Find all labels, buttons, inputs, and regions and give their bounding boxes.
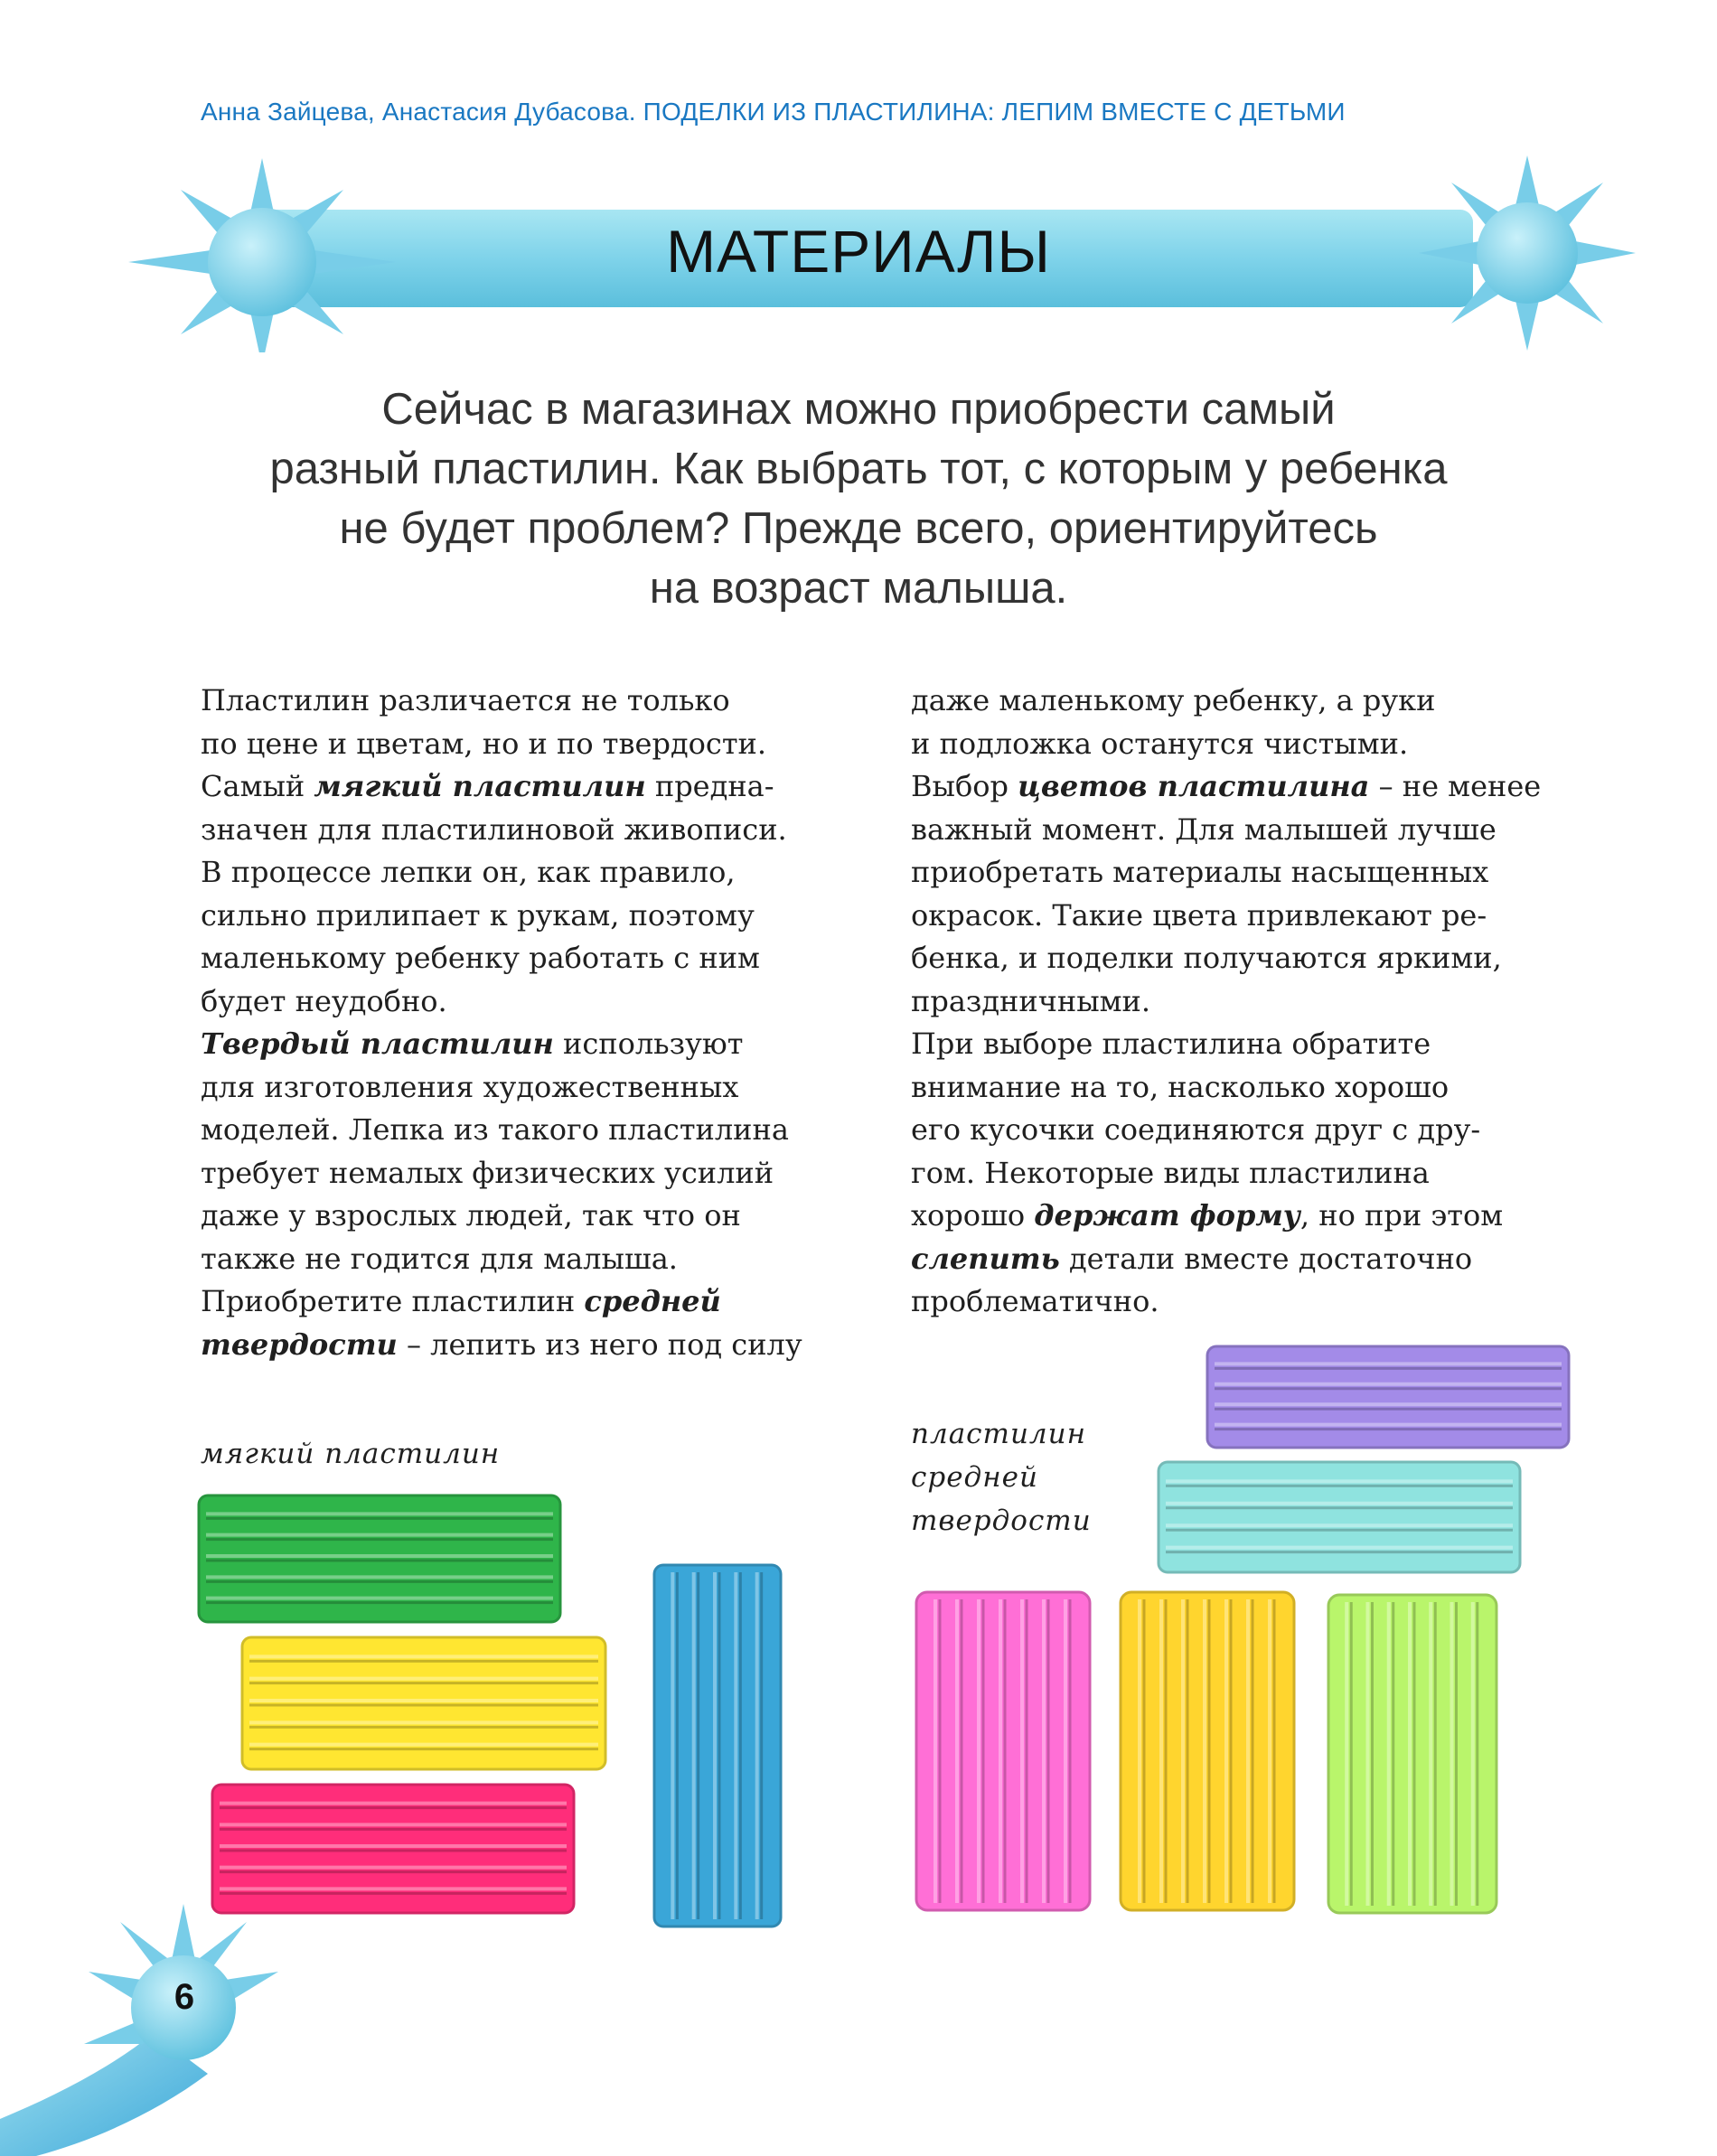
text-line: требует немалых физических усилий (201, 1155, 774, 1190)
text-line: будет неудобно. (201, 983, 447, 1018)
text-line: В процессе лепки он, как правило, (201, 855, 736, 889)
text-line: праздничными. (911, 983, 1151, 1018)
text-line: внимание на то, насколько хорошо (911, 1069, 1450, 1104)
lead-line: на возраст малыша. (649, 564, 1068, 613)
text-run: – лепить из него под силу (397, 1326, 802, 1362)
lead-line: не будет проблем? Прежде всего, ориентируйтесь (339, 504, 1378, 553)
lead-line: Сейчас в магазинах можно приобрести самый (381, 385, 1336, 434)
caption-soft-plasticine: мягкий пластилин (201, 1438, 501, 1470)
clay-bar-yellow (242, 1637, 605, 1769)
clay-bar-purple (1207, 1346, 1569, 1448)
text-line: даже маленькому ребенку, а руки (911, 683, 1436, 717)
text-run: Выбор (911, 769, 1018, 803)
lead-line: разный пластилин. Как выбрать тот, с которым у ребенка (269, 445, 1448, 493)
clay-bar-gold (1121, 1592, 1294, 1910)
text-line: важный момент. Для малышей лучше (911, 811, 1497, 847)
emphasis-term: Твердый пластилин (201, 1026, 554, 1061)
text-line: приобретать материалы насыщенных (911, 855, 1489, 889)
text-line: маленькому ребенку работать с ним (201, 941, 760, 975)
corner-sun-icon (0, 1904, 278, 2156)
text-run: , но при этом (1299, 1198, 1504, 1233)
text-run: Самый (201, 769, 314, 803)
text-run: Приобретите пластилин (201, 1284, 585, 1318)
text-line: При выборе пластилина обратите (911, 1026, 1431, 1061)
emphasis-term: твердости (201, 1326, 398, 1362)
text-line: гом. Некоторые виды пластилина (911, 1155, 1430, 1190)
text-line: окрасок. Такие цвета привлекают ре- (911, 897, 1487, 933)
text-line: его кусочки соединяются друг с дру- (911, 1112, 1481, 1147)
text-line: моделей. Лепка из такого пластилина (201, 1112, 789, 1147)
emphasis-term: держат форму (1034, 1198, 1300, 1233)
page-number: 6 (174, 1977, 195, 2017)
text-run: – не менее (1369, 769, 1542, 803)
text-line: даже у взрослых людей, так что он (201, 1198, 741, 1233)
page-title: МАТЕРИАЛЫ (666, 218, 1051, 285)
text-line: по цене и цветам, но и по твердости. (201, 726, 767, 761)
text-line: и подложка останутся чистыми. (911, 726, 1409, 761)
caption-line: средней (911, 1461, 1038, 1494)
text-line: для изготовления художественных (201, 1069, 739, 1104)
text-line: сильно прилипает к рукам, поэтому (201, 897, 755, 933)
caption-line: твердости (911, 1505, 1092, 1537)
emphasis-term: цветов пластилина (1018, 769, 1370, 803)
caption-line: пластилин (911, 1418, 1087, 1450)
text-line: Пластилин различается не только (201, 683, 730, 717)
clay-bar-pink (212, 1785, 574, 1913)
text-run: детали вместе достаточно (1059, 1241, 1473, 1276)
text-run: хорошо (911, 1198, 1035, 1233)
clay-bar-green (199, 1495, 560, 1622)
emphasis-term: мягкий пластилин (314, 769, 646, 803)
clay-bar-magenta (916, 1592, 1090, 1910)
text-line: проблематично. (911, 1284, 1159, 1318)
clay-bar-aqua (1159, 1462, 1520, 1572)
text-run: используют (553, 1026, 744, 1061)
clay-bar-lime (1328, 1595, 1497, 1913)
emphasis-term: средней (584, 1284, 721, 1318)
emphasis-term: слепить (911, 1241, 1060, 1276)
text-line: бенка, и поделки получаются яркими, (911, 941, 1502, 975)
running-header: Анна Зайцева, Анастасия Дубасова. ПОДЕЛКИ ИЗ ПЛАСТИЛИНА: ЛЕПИМ ВМЕСТЕ С ДЕТЬМИ (201, 98, 1346, 126)
text-line: значен для пластилиновой живописи. (201, 811, 787, 847)
clay-bar-blue (654, 1565, 781, 1926)
text-run: предна- (645, 769, 774, 803)
text-line: также не годится для малыша. (201, 1241, 678, 1276)
